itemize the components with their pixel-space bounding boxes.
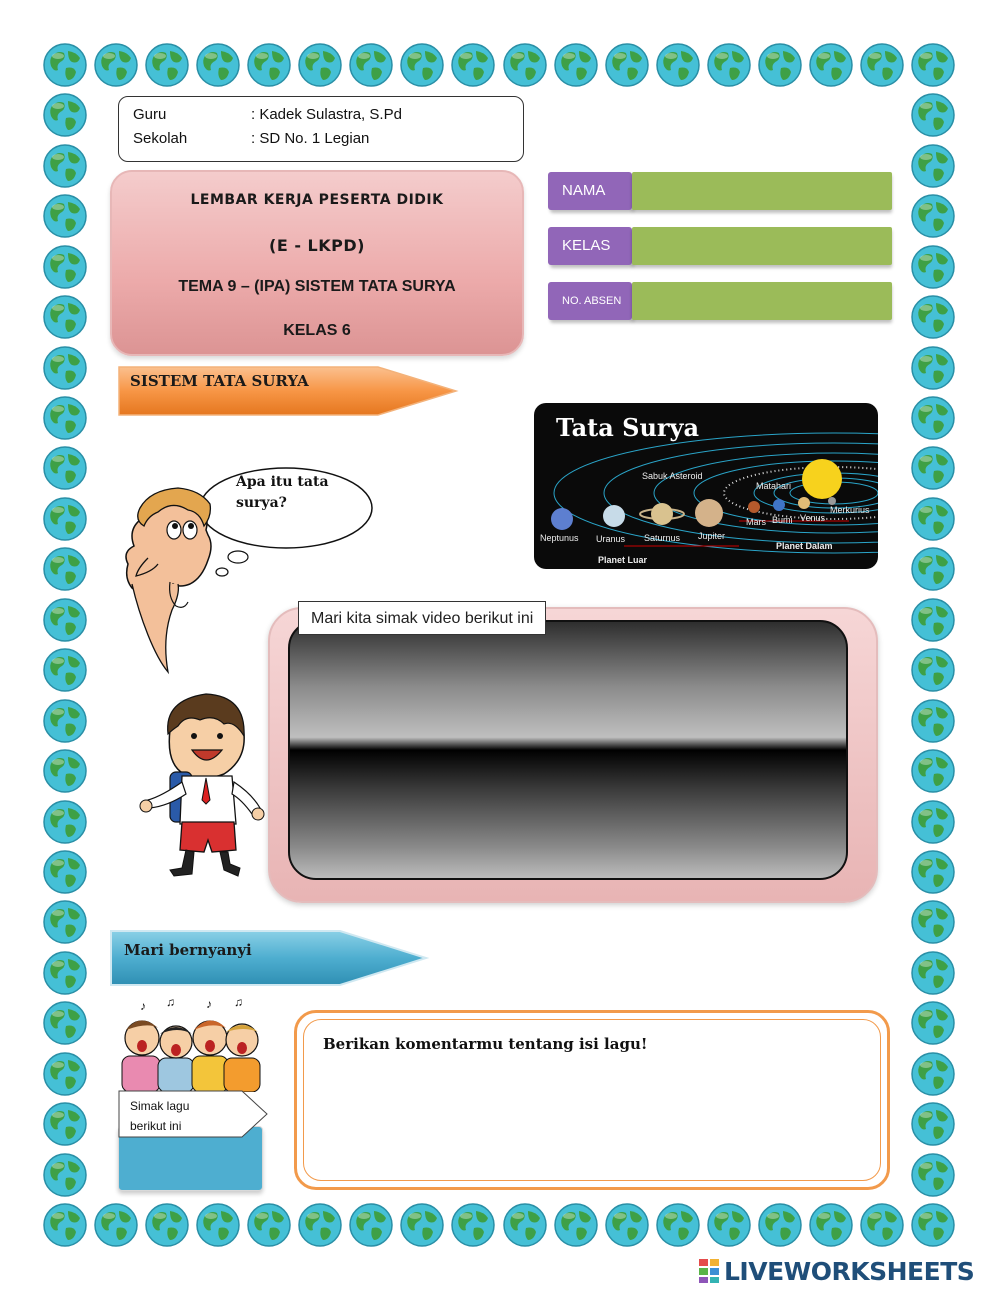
globe-icon xyxy=(42,294,88,340)
globe-icon xyxy=(144,1202,190,1248)
teacher-info-box xyxy=(118,96,524,162)
absen-label: NO. ABSEN xyxy=(548,282,632,320)
section-title-sistem: SISTEM TATA SURYA xyxy=(130,372,309,390)
globe-icon xyxy=(910,950,956,996)
globe-icon xyxy=(42,395,88,441)
title-line-3: TEMA 9 – (IPA) SISTEM TATA SURYA xyxy=(178,278,456,295)
globe-icon xyxy=(859,1202,905,1248)
video-player[interactable] xyxy=(288,620,848,880)
globe-icon xyxy=(757,1202,803,1248)
globe-icon xyxy=(93,1202,139,1248)
globe-icon xyxy=(910,193,956,239)
globe-icon xyxy=(910,345,956,391)
globe-icon xyxy=(42,597,88,643)
globe-icon xyxy=(910,395,956,441)
label-merkurius: Merkurius xyxy=(830,505,870,515)
globe-icon xyxy=(910,1152,956,1198)
globe-icon xyxy=(42,92,88,138)
globe-icon xyxy=(910,294,956,340)
globe-icon xyxy=(910,546,956,592)
globe-icon xyxy=(910,143,956,189)
globe-icon xyxy=(910,1202,956,1248)
label-matahari: Matahari xyxy=(756,481,792,491)
title-line-4: KELAS 6 xyxy=(283,322,351,339)
globe-icon xyxy=(297,1202,343,1248)
globe-icon xyxy=(859,42,905,88)
sekolah-label: Sekolah xyxy=(133,130,188,147)
globe-icon xyxy=(502,1202,548,1248)
label-uranus: Uranus xyxy=(596,534,626,544)
globe-icon xyxy=(450,42,496,88)
globe-icon xyxy=(655,1202,701,1248)
globe-icon xyxy=(706,1202,752,1248)
label-mars: Mars xyxy=(746,517,766,527)
globe-icon xyxy=(42,193,88,239)
worksheet-title-card xyxy=(110,170,524,356)
globe-icon xyxy=(42,950,88,996)
label-jupiter: Jupiter xyxy=(698,531,726,541)
kelas-label: KELAS xyxy=(548,227,632,265)
globe-icon xyxy=(42,899,88,945)
solar-image-title: Tata Surya xyxy=(556,413,700,442)
globe-icon xyxy=(757,42,803,88)
globe-icon xyxy=(42,1101,88,1147)
globe-icon xyxy=(42,345,88,391)
label-neptunus: Neptunus xyxy=(540,533,579,543)
globe-icon xyxy=(42,698,88,744)
globe-icon xyxy=(604,42,650,88)
globe-icon xyxy=(399,42,445,88)
globe-icon xyxy=(42,1152,88,1198)
globe-icon xyxy=(910,445,956,491)
globe-icon xyxy=(502,42,548,88)
globe-icon xyxy=(42,1000,88,1046)
song-instruction: Simak lagu berikut ini xyxy=(130,1099,190,1133)
globe-icon xyxy=(910,899,956,945)
globe-icon xyxy=(42,849,88,895)
globe-icon xyxy=(910,244,956,290)
globe-icon xyxy=(195,1202,241,1248)
globe-icon xyxy=(553,1202,599,1248)
globe-icon xyxy=(42,546,88,592)
title-line-2: (E - LKPD) xyxy=(269,236,365,255)
globe-icon xyxy=(910,1000,956,1046)
section-title-bernyanyi: Mari bernyanyi xyxy=(124,941,252,959)
section-banner-arrow-2 xyxy=(108,928,432,990)
kelas-input[interactable] xyxy=(632,227,892,265)
globe-icon xyxy=(910,496,956,542)
globe-icon xyxy=(144,42,190,88)
sekolah-value: : SD No. 1 Legian xyxy=(251,130,370,147)
globe-icon xyxy=(706,42,752,88)
title-line-1: LEMBAR KERJA PESERTA DIDIK xyxy=(190,192,444,208)
thought-bubble-text: Apa itu tata surya? xyxy=(236,474,329,511)
globe-icon xyxy=(808,1202,854,1248)
globe-icon xyxy=(910,1051,956,1097)
liveworksheets-logo xyxy=(698,1256,974,1286)
label-saturnus: Saturnus xyxy=(644,533,681,543)
globe-icon xyxy=(910,42,956,88)
svg-text:♫: ♫ xyxy=(234,996,243,1009)
guru-value: : Kadek Sulastra, S.Pd xyxy=(251,106,402,123)
globe-icon xyxy=(808,42,854,88)
globe-icon xyxy=(297,42,343,88)
globe-icon xyxy=(348,42,394,88)
nama-label: NAMA xyxy=(548,172,632,210)
globe-icon xyxy=(42,647,88,693)
nama-input[interactable] xyxy=(632,172,892,210)
globe-icon xyxy=(42,445,88,491)
globe-icon xyxy=(42,42,88,88)
label-planet-dalam: Planet Dalam xyxy=(776,541,833,551)
label-sabuk-asteroid: Sabuk Asteroid xyxy=(642,471,703,481)
globe-icon xyxy=(42,748,88,794)
globe-icon xyxy=(42,496,88,542)
globe-icon xyxy=(42,1202,88,1248)
label-planet-luar: Planet Luar xyxy=(598,555,648,565)
label-venus: Venus xyxy=(800,513,826,523)
globe-icon xyxy=(42,799,88,845)
svg-text:♫: ♫ xyxy=(166,996,175,1009)
globe-icon xyxy=(450,1202,496,1248)
student-boy-illustration xyxy=(134,690,266,886)
solar-system-image xyxy=(534,403,878,569)
absen-input[interactable] xyxy=(632,282,892,320)
label-bumi: Bumi xyxy=(772,515,793,525)
globe-icon xyxy=(910,698,956,744)
comment-box[interactable] xyxy=(294,1010,890,1190)
globe-icon xyxy=(246,1202,292,1248)
globe-icon xyxy=(910,1101,956,1147)
globe-icon xyxy=(910,748,956,794)
globe-icon xyxy=(910,597,956,643)
globe-icon xyxy=(910,799,956,845)
guru-label: Guru xyxy=(133,106,167,123)
liveworksheets-logo-icon xyxy=(698,1258,722,1284)
svg-text:♪: ♪ xyxy=(140,999,146,1013)
globe-icon xyxy=(246,42,292,88)
video-caption: Mari kita simak video berikut ini xyxy=(298,601,546,635)
globe-icon xyxy=(604,1202,650,1248)
globe-icon xyxy=(42,244,88,290)
globe-icon xyxy=(195,42,241,88)
globe-icon xyxy=(93,42,139,88)
globe-icon xyxy=(910,849,956,895)
globe-icon xyxy=(910,92,956,138)
globe-icon xyxy=(42,143,88,189)
globe-icon xyxy=(42,1051,88,1097)
globe-icon xyxy=(910,647,956,693)
singing-kids-illustration xyxy=(118,996,266,1092)
globe-icon xyxy=(348,1202,394,1248)
globe-icon xyxy=(655,42,701,88)
globe-icon xyxy=(553,42,599,88)
svg-text:♪: ♪ xyxy=(206,997,212,1011)
comment-prompt: Berikan komentarmu tentang isi lagu! xyxy=(323,1035,648,1053)
logo-text: LIVEWORKSHEETS xyxy=(724,1256,975,1286)
globe-icon xyxy=(399,1202,445,1248)
